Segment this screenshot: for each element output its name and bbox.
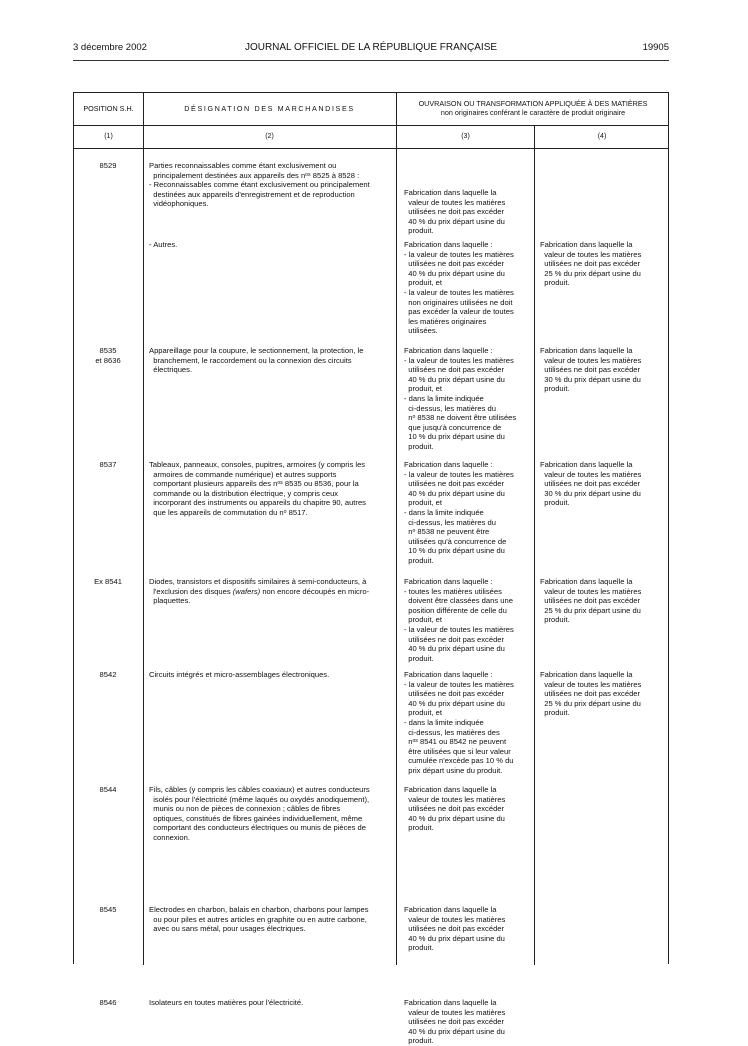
col3-rule-line: nᵒˢ 8541 ou 8542 ne peuvent xyxy=(404,737,507,747)
header-date: 3 décembre 2002 xyxy=(73,42,147,53)
col3-rule-line: utilisées. xyxy=(404,326,438,336)
designation-line: destinées aux appareils d'enregistrement et de reproduction xyxy=(149,189,355,199)
col-divider-1 xyxy=(143,93,144,965)
col3-rule xyxy=(404,460,529,566)
col3-rule-line: nᵒ 8538 ne doivent être utilisées xyxy=(404,413,517,423)
designation-line: plaquettes. xyxy=(149,596,191,606)
col3-rule xyxy=(404,577,529,663)
col3-rule-line: ci-dessus, les matières du xyxy=(404,517,497,527)
col3-rule-line: 40 % du prix départ usine du xyxy=(404,374,505,384)
designation-line: connexion. xyxy=(149,832,190,842)
col3-rule-line: utilisées ne doit pas excéder xyxy=(404,804,505,814)
col3-rule-line: produit. xyxy=(404,943,434,953)
position-sh xyxy=(74,998,142,1008)
col3-rule-line: produit. xyxy=(404,823,434,833)
col3-rule-line: 10 % du prix départ usine du xyxy=(404,546,505,556)
designation xyxy=(149,161,387,209)
position-sh-line: 8535 xyxy=(99,346,117,355)
designation-line: vidéophoniques. xyxy=(149,199,209,209)
col2-header: DÉSIGNATION DES MARCHANDISES xyxy=(184,104,355,113)
col3-rule-line: produit. xyxy=(404,555,434,565)
col3-rule-line: Fabrication dans laquelle : xyxy=(404,460,493,469)
col3-rule-line: prix départ usine du produit. xyxy=(404,765,503,775)
position-sh-line: 8546 xyxy=(99,998,117,1007)
col3-rule-line: Fabrication dans laquelle la xyxy=(404,188,497,197)
col3-rule-line: ci-dessus, les matières des xyxy=(404,727,500,737)
col4-rule-line: produit. xyxy=(540,384,570,394)
designation-line: optiques, constitués de fibres gainées individuellement, même xyxy=(149,813,363,823)
number-row-divider xyxy=(74,148,668,149)
col3-rule-line: - la valeur de toutes les matières xyxy=(404,469,514,479)
designation-line: l'exclusion des disques (wafers) non encore découpés en micro- xyxy=(149,586,370,596)
page-header xyxy=(73,42,669,56)
designation-line: comportant plusieurs appareils des nᵒˢ 8535 ou 8536, pour la xyxy=(149,479,359,489)
designation-line: avec ou sans métal, pour usages électriques. xyxy=(149,924,306,934)
designation-line: Fils, câbles (y compris les câbles coaxiaux) et autres conducteurs xyxy=(149,785,370,794)
col3-rule-line: pas excéder la valeur de toutes xyxy=(404,307,514,317)
col4-number: (4) xyxy=(597,133,607,140)
designation-line: Tableaux, panneaux, consoles, pupitres, armoires (y compris les xyxy=(149,460,366,469)
col3-rule-line: produit, et xyxy=(404,615,442,625)
col3-rule xyxy=(404,188,529,236)
col-divider-2 xyxy=(396,93,397,965)
col3-rule-line: 40 % du prix départ usine du xyxy=(404,644,505,654)
col3-rule-line: 40 % du prix départ usine du xyxy=(404,698,505,708)
designation-line: Diodes, transistors et dispositifs similaires à semi-conducteurs, à xyxy=(149,577,367,586)
designation-line: Circuits intégrés et micro-assemblages électroniques. xyxy=(149,670,330,679)
col4-rule-line: valeur de toutes les matières xyxy=(540,355,642,365)
designation-line: - Reconnaissables comme étant exclusivement ou principalement xyxy=(149,180,370,190)
col3-rule-line: Fabrication dans laquelle : xyxy=(404,346,493,355)
col2-number: (2) xyxy=(265,133,274,140)
col3-rule-line: produit. xyxy=(404,1036,434,1046)
position-sh xyxy=(74,670,142,680)
position-sh-line: Ex 8541 xyxy=(94,577,122,586)
designation xyxy=(149,240,387,250)
col3-rule-line: - toutes les matières utilisées xyxy=(404,586,502,596)
col3-rule-line: Fabrication dans laquelle : xyxy=(404,670,493,679)
col3-rule-line: valeur de toutes les matières xyxy=(404,914,506,924)
col4-rule-line: Fabrication dans laquelle la xyxy=(540,670,633,679)
col4-rule xyxy=(540,577,664,625)
col4-rule-line: 25 % du prix départ usine du xyxy=(540,605,641,615)
col3-rule-line: - la valeur de toutes les matières xyxy=(404,249,514,259)
col1-header: POSITION S.H. xyxy=(83,104,134,113)
col4-rule-line: produit. xyxy=(540,615,570,625)
position-sh xyxy=(74,905,142,915)
col3-rule-line: Fabrication dans laquelle : xyxy=(404,240,493,249)
header-row-divider xyxy=(74,125,668,126)
position-sh-line: 8542 xyxy=(99,670,117,679)
col34-header-line1: OUVRAISON OU TRANSFORMATION APPLIQUÉE À DES MATIÈRES xyxy=(418,99,648,108)
col34-header xyxy=(397,100,669,117)
designation-line: incorporant des instruments ou appareils du chapitre 90, autres xyxy=(149,498,366,508)
designation xyxy=(149,785,387,843)
col4-rule-line: utilisées ne doit pas excéder xyxy=(540,689,641,699)
designation-line: comportant des conducteurs électriques ou munis de pièces de xyxy=(149,823,366,833)
col4-rule xyxy=(540,240,664,288)
col3-rule-line: valeur de toutes les matières xyxy=(404,1007,506,1017)
col-divider-3 xyxy=(534,125,535,965)
col3-rule-line: - la valeur de toutes les matières xyxy=(404,679,514,689)
designation-line: - Autres. xyxy=(149,240,178,249)
col3-rule-line: utilisées ne doit pas excéder xyxy=(404,259,505,269)
col3-rule-line: 40 % du prix départ usine du xyxy=(404,813,505,823)
col3-rule-line: 40 % du prix départ usine du xyxy=(404,1026,505,1036)
col4-rule-line: 30 % du prix départ usine du xyxy=(540,488,641,498)
col3-rule-line: - dans la limite indiquée xyxy=(404,393,484,403)
col3-rule-line: - la valeur de toutes les matières xyxy=(404,287,514,297)
position-sh xyxy=(74,346,142,365)
designation-line: commande ou la distribution électrique, y compris ceux xyxy=(149,488,339,498)
designation xyxy=(149,905,387,934)
col3-rule-line: Fabrication dans laquelle : xyxy=(404,577,493,586)
designation xyxy=(149,670,387,680)
col4-rule-line: Fabrication dans laquelle la xyxy=(540,346,633,355)
col4-rule-line: valeur de toutes les matières xyxy=(540,249,642,259)
designation-line: principalement destinées aux appareils des nᵒˢ 8525 à 8528 : xyxy=(149,170,360,180)
col3-rule-line: 10 % du prix départ usine du xyxy=(404,432,505,442)
col3-rule-line: cumulée n'excède pas 10 % du xyxy=(404,756,514,766)
col34-header-line2: non originaires conférant le caractère de produit originaire xyxy=(440,107,626,117)
col4-rule-line: Fabrication dans laquelle la xyxy=(540,577,633,586)
col4-rule xyxy=(540,670,664,718)
designation xyxy=(149,346,387,375)
col4-rule-line: Fabrication dans laquelle la xyxy=(540,240,633,249)
col3-rule xyxy=(404,670,529,776)
col4-rule-line: produit. xyxy=(540,498,570,508)
col3-rule-line: les matières originaires xyxy=(404,316,487,326)
designation-line: électriques. xyxy=(149,365,193,375)
position-sh xyxy=(74,785,142,795)
col3-rule-line: - la valeur de toutes les matières xyxy=(404,624,514,634)
position-sh-line: 8545 xyxy=(99,905,117,914)
designation-line: Appareillage pour la coupure, le sectionnement, la protection, le xyxy=(149,346,364,355)
designation xyxy=(149,998,387,1008)
col4-rule-line: produit. xyxy=(540,278,570,288)
col4-rule xyxy=(540,460,664,508)
rules-table xyxy=(73,92,669,1046)
col1-number: (1) xyxy=(104,133,113,140)
col3-rule-line: Fabrication dans laquelle la xyxy=(404,998,497,1007)
col3-rule-line: être utilisées que si leur valeur xyxy=(404,746,511,756)
col3-rule-line: 40 % du prix départ usine du xyxy=(404,268,505,278)
col3-rule-line: utilisées qu'à concurrence de xyxy=(404,536,507,546)
col3-rule-line: 40 % du prix départ usine du xyxy=(404,216,505,226)
header-rule xyxy=(73,60,669,61)
col3-rule-line: - dans la limite indiquée xyxy=(404,507,484,517)
col4-rule-line: utilisées ne doit pas excéder xyxy=(540,365,641,375)
col3-rule-line: utilisées ne doit pas excéder xyxy=(404,1017,505,1027)
col3-rule-line: utilisées ne doit pas excéder xyxy=(404,207,505,217)
col3-rule-line: valeur de toutes les matières xyxy=(404,794,506,804)
col3-rule-line: utilisées ne doit pas excéder xyxy=(404,479,505,489)
designation-line: armoires de commande numérique) et autres supports xyxy=(149,469,337,479)
col4-rule-line: valeur de toutes les matières xyxy=(540,469,642,479)
col3-rule-line: produit, et xyxy=(404,498,442,508)
col3-rule-line: produit. xyxy=(404,226,434,236)
col3-rule-line: produit, et xyxy=(404,384,442,394)
col4-rule xyxy=(540,346,664,394)
designation-line: Isolateurs en toutes matières pour l'électricité. xyxy=(149,998,304,1007)
col4-rule-line: utilisées ne doit pas excéder xyxy=(540,596,641,606)
col4-rule-line: 25 % du prix départ usine du xyxy=(540,698,641,708)
col3-rule-line: 40 % du prix départ usine du xyxy=(404,488,505,498)
col4-rule-line: valeur de toutes les matières xyxy=(540,679,642,689)
col3-rule xyxy=(404,240,529,336)
col3-rule-line: position différente de celle du xyxy=(404,605,507,615)
col3-rule-line: 40 % du prix départ usine du xyxy=(404,933,505,943)
col3-rule-line: valeur de toutes les matières xyxy=(404,197,506,207)
designation-line: munis ou non de pièces de connexion ; câbles de fibres xyxy=(149,804,341,814)
col3-rule-line: nᵒ 8538 ne peuvent être xyxy=(404,527,490,537)
col3-rule-line: utilisées ne doit pas excéder xyxy=(404,689,505,699)
col3-rule-line: que jusqu'à concurrence de xyxy=(404,422,502,432)
col3-rule-line: doivent être classées dans une xyxy=(404,596,513,606)
designation-line: branchement, le raccordement ou la connexion des circuits xyxy=(149,355,352,365)
col3-rule-line: Fabrication dans laquelle la xyxy=(404,785,497,794)
col3-rule-line: produit. xyxy=(404,441,434,451)
designation-line: ou pour piles et autres articles en graphite ou en autre carbone, xyxy=(149,914,367,924)
col4-rule-line: utilisées ne doit pas excéder xyxy=(540,479,641,489)
position-sh xyxy=(74,460,142,470)
col4-rule-line: 25 % du prix départ usine du xyxy=(540,268,641,278)
designation-line: isolés pour l'électricité (même laqués ou oxydés anodiquement), xyxy=(149,794,370,804)
designation xyxy=(149,577,387,606)
col4-rule-line: produit. xyxy=(540,708,570,718)
col3-rule-line: Fabrication dans laquelle la xyxy=(404,905,497,914)
col4-rule-line: Fabrication dans laquelle la xyxy=(540,460,633,469)
col3-rule-line: non originaires utilisées ne doit xyxy=(404,297,513,307)
col3-rule-line: produit. xyxy=(404,653,434,663)
header-title: JOURNAL OFFICIEL DE LA RÉPUBLIQUE FRANÇAISE xyxy=(244,42,498,53)
position-sh-line: et 8636 xyxy=(95,355,121,365)
col3-rule-line: - la valeur de toutes les matières xyxy=(404,355,514,365)
col3-rule-line: utilisées ne doit pas excéder xyxy=(404,634,505,644)
col3-rule-line: - dans la limite indiquée xyxy=(404,717,484,727)
position-sh-line: 8529 xyxy=(99,161,117,170)
col3-rule xyxy=(404,346,529,452)
position-sh xyxy=(74,161,142,171)
col3-rule xyxy=(404,998,529,1046)
designation-line: que les appareils de commutation du nᵒ 8517. xyxy=(149,507,308,517)
col3-rule-line: produit, et xyxy=(404,708,442,718)
position-sh-line: 8537 xyxy=(99,460,117,469)
designation-line: Electrodes en charbon, balais en charbon, charbons pour lampes xyxy=(149,905,369,914)
col3-rule-line: utilisées ne doit pas excéder xyxy=(404,365,505,375)
col3-rule xyxy=(404,905,529,953)
col3-number: (3) xyxy=(461,133,470,140)
col4-rule-line: utilisées ne doit pas excéder xyxy=(540,259,641,269)
col4-rule-line: 30 % du prix départ usine du xyxy=(540,374,641,384)
col4-rule-line: valeur de toutes les matières xyxy=(540,586,642,596)
designation-line: Parties reconnaissables comme étant exclusivement ou xyxy=(149,161,337,170)
col3-rule xyxy=(404,785,529,833)
col3-rule-line: ci-dessus, les matières du xyxy=(404,403,497,413)
position-sh xyxy=(74,577,142,587)
header-page-number: 19905 xyxy=(642,42,669,53)
col3-rule-line: produit, et xyxy=(404,278,442,288)
position-sh-line: 8544 xyxy=(99,785,117,794)
col3-rule-line: utilisées ne doit pas excéder xyxy=(404,924,505,934)
designation xyxy=(149,460,387,518)
